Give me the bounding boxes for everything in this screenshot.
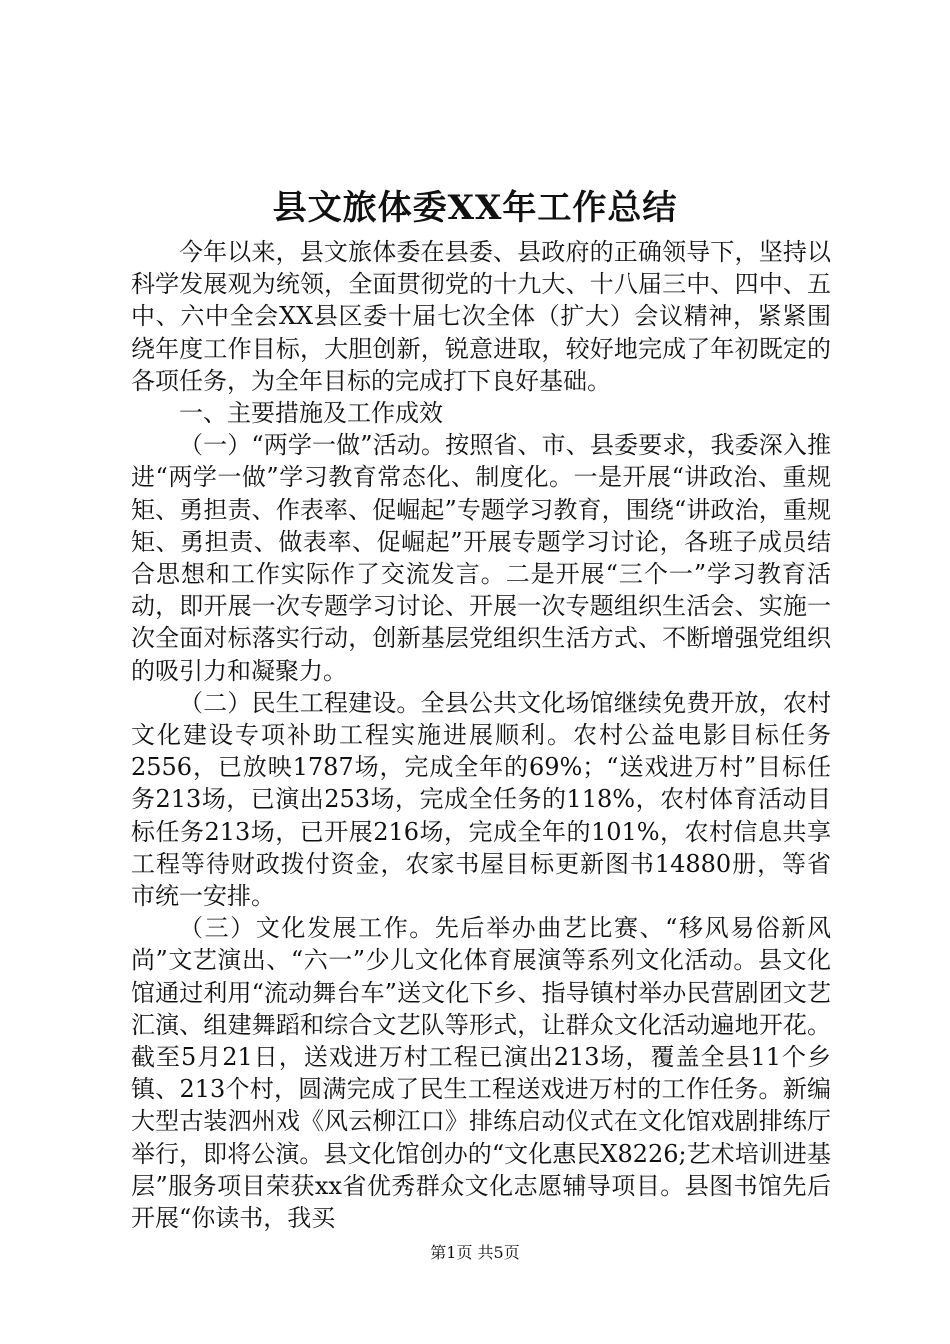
paragraph-two-study: （一）“两学一做”活动。按照省、市、县委要求，我委深入推进“两学一做”学习教育常态化、制度化。一是开展“讲政治、重规矩、勇担责、作表率、促崛起”专题学习教育，围绕“讲政治，重规矩、勇担责、做表率、促崛起”开展专题学习讨论，各班子成员结合思想和工作实际作了交流发言。二是开展“三个一”学习教育活动，即开展一次专题学习讨论、开展一次专题组织生活会、实施一次全面对标落实行动，创新基层党组织生活方式、不断增强党组织的吸引力和凝聚力。 [131,431,831,685]
page-footer: 第1页 共5页 [430,1243,520,1262]
document-title: 县文旅体委XX年工作总结 [272,188,678,228]
paragraph-culture: （三）文化发展工作。先后举办曲艺比赛、“移风易俗新风尚”文艺演出、“六一”少儿文化体育展演等系列文化活动。县文化馆通过利用“流动舞台车”送文化下乡、指导镇村举办民营剧团文艺汇演、组建舞蹈和综合文艺队等形式，让群众文化活动遍地开花。截至5月21日，送戏进万村工程已演出213场，覆盖全县11个乡镇、213个村，圆满完成了民生工程送戏进万村的工作任务。新编大型古装泗州戏《风云柳江口》排练启动仪式在文化馆戏剧排练厅举行，即将公演。县文化馆创办的“文化惠民X8226;艺术培训进基层”服务项目荣获xx省优秀群众文化志愿辅导项目。县图书馆先后开展“你读书，我买 [131,914,831,1233]
intro-paragraph: 今年以来，县文旅体委在县委、县政府的正确领导下，坚持以科学发展观为统领，全面贯彻党的十九大、十八届三中、四中、五中、六中全会XX县区委十届七次全体（扩大）会议精神，紧紧围绕年度工作目标，大胆创新，锐意进取，较好地完成了年初既定的各项任务，为全年目标的完成打下良好基础。 [131,238,831,395]
document-body [131,236,831,1234]
paragraph-livelihood: （二）民生工程建设。全县公共文化场馆继续免费开放，农村文化建设专项补助工程实施进展顺利。农村公益电影目标任务2556，已放映1787场，完成全年的69%；“送戏进万村”目标任务213场，已演出253场，完成全任务的118%，农村体育活动目标任务213场，已开展216场，完成全年的101%，农村信息共享工程等待财政拨付资金，农家书屋目标更新图书14880册，等省市统一安排。 [131,688,831,911]
section-heading: 一、主要措施及工作成效 [179,399,443,428]
